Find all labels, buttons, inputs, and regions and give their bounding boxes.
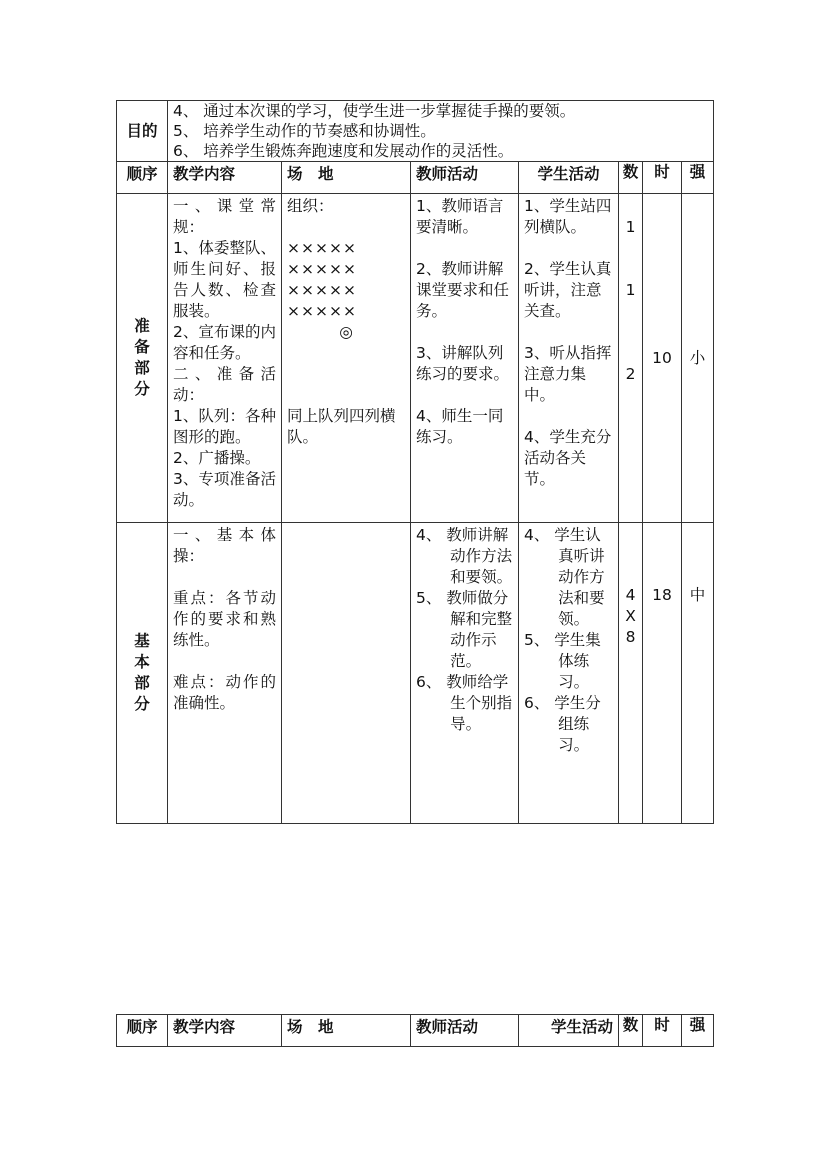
- header-teacher: 教师活动: [411, 1015, 519, 1047]
- header-intensity: 强: [682, 162, 714, 194]
- student-activity-item: 5、 学生集体练习。: [524, 631, 601, 691]
- header-count: 数: [619, 1015, 643, 1047]
- teacher-activity-item: 6、 教师给学生个别指导。: [416, 673, 513, 733]
- time-cell: 18: [643, 523, 682, 824]
- header-content: 教学内容: [168, 1015, 282, 1047]
- header-row: [117, 1015, 714, 1047]
- header-row: [117, 162, 714, 194]
- formation-row: ×××××: [287, 239, 357, 257]
- aim-line: 4、 通过本次课的学习，使学生进一步掌握徒手操的要领。: [173, 102, 576, 120]
- lesson-plan-table: [116, 100, 714, 824]
- section-row-prep: [117, 194, 714, 523]
- header-teacher: 教师活动: [411, 162, 519, 194]
- venue-note: 同上队列四列横队。: [287, 407, 396, 446]
- header-content: 教学内容: [168, 162, 282, 194]
- header-count: 数: [619, 162, 643, 194]
- venue-cell: [282, 194, 411, 523]
- formation-row: ×××××: [287, 302, 357, 320]
- formation-row: ×××××: [287, 281, 357, 299]
- student-activity: [519, 523, 619, 824]
- header-venue: 场 地: [282, 162, 411, 194]
- count-cell: 4 X 8: [619, 523, 643, 824]
- header-order: 顺序: [117, 162, 168, 194]
- aim-label: 目的: [117, 101, 168, 162]
- teacher-activity-item: 5、 教师做分解和完整动作示范。: [416, 589, 513, 670]
- venue-label: 组织：: [287, 197, 334, 215]
- aim-line: 6、 培养学生锻炼奔跑速度和发展动作的灵活性。: [173, 142, 514, 160]
- header-time: 时: [643, 162, 682, 194]
- intensity-cell: 中: [682, 523, 714, 824]
- time-cell: 10: [643, 194, 682, 523]
- stage-label: 基 本 部 分: [117, 523, 168, 824]
- teacher-position-mark: ◎: [339, 323, 353, 341]
- header-time: 时: [643, 1015, 682, 1047]
- header-student: 学生活动: [519, 162, 619, 194]
- formation-row: ×××××: [287, 260, 357, 278]
- section-content: 一、课堂常规： 1、体委整队、师生问好、报告人数、检查服装。 2、宣布课的内容和任务。 二、准备活动： 1、队列：各种图形的跑。 2、广播操。 3、专项准备活动。: [168, 194, 282, 523]
- header-student: 学生活动: [519, 1015, 619, 1047]
- header-order: 顺序: [117, 1015, 168, 1047]
- student-activity-item: 6、 学生分组练习。: [524, 694, 601, 754]
- section-row-basic: [117, 523, 714, 824]
- teacher-activity: 1、教师语言要清晰。 2、教师讲解课堂要求和任务。 3、讲解队列练习的要求。 4、师生一同练习。: [411, 194, 519, 523]
- header-intensity: 强: [682, 1015, 714, 1047]
- header-venue: 场 地: [282, 1015, 411, 1047]
- aim-content: [168, 101, 714, 162]
- lesson-plan-table-continued: [116, 1014, 714, 1047]
- count-cell: 1 1 2: [619, 194, 643, 523]
- student-activity: 1、学生站四列横队。 2、学生认真听讲，注意关查。 3、听从指挥注意力集中。 4、学生充分活动各关节。: [519, 194, 619, 523]
- intensity-cell: 小: [682, 194, 714, 523]
- aim-line: 5、 培养学生动作的节奏感和协调性。: [173, 122, 436, 140]
- section-content: 一、基本体操： 重点：各节动作的要求和熟练性。 难点：动作的准确性。: [168, 523, 282, 824]
- teacher-activity-item: 4、 教师讲解动作方法和要领。: [416, 526, 513, 586]
- venue-cell: [282, 523, 411, 824]
- teacher-activity: [411, 523, 519, 824]
- aim-row: [117, 101, 714, 162]
- stage-label: 准 备 部 分: [117, 194, 168, 523]
- student-activity-item: 4、 学生认真听讲动作方法和要领。: [524, 526, 605, 628]
